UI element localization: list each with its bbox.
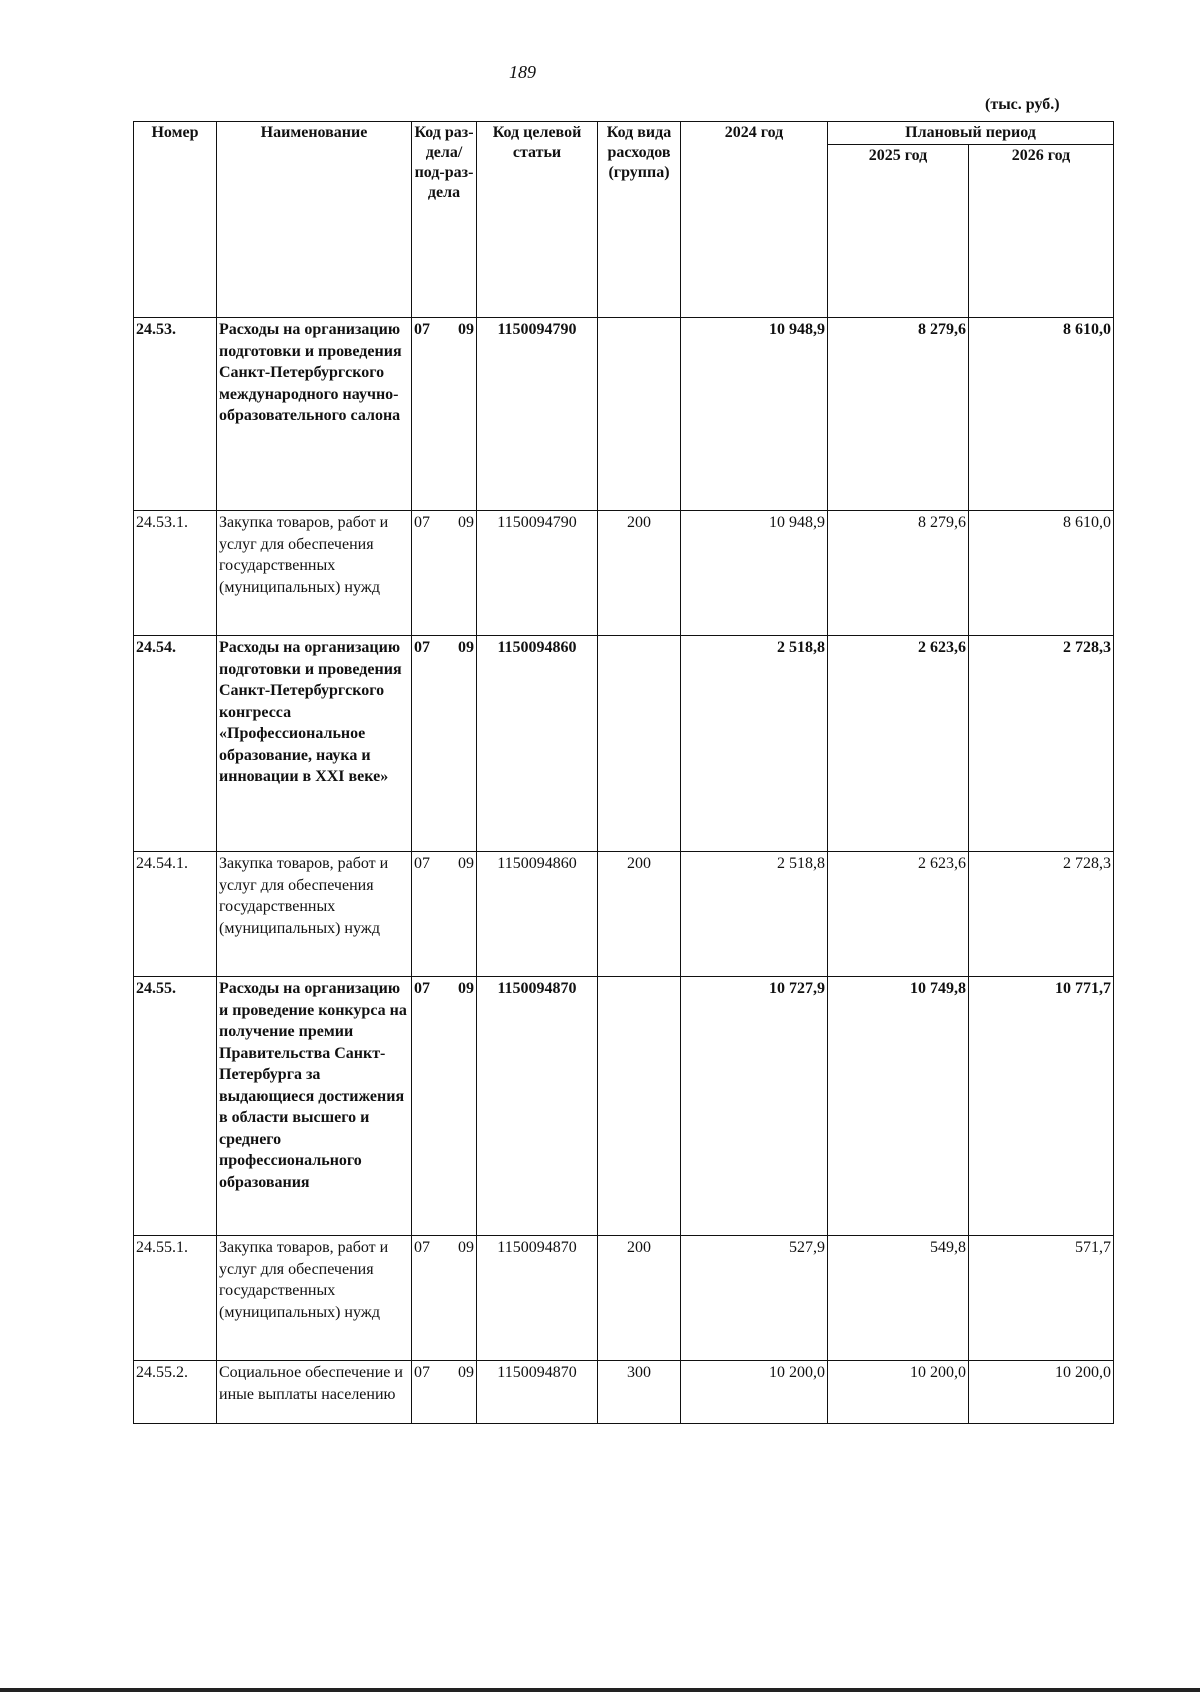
row-name: Закупка товаров, работ и услуг для обеспечения государственных (муниципальных) нужд: [217, 1236, 412, 1361]
row-target-code: 1150094870: [477, 1361, 598, 1424]
subsection: 09: [458, 980, 474, 997]
row-number: 24.53.: [134, 318, 217, 511]
row-amount-2026: 10 200,0: [969, 1361, 1114, 1424]
section: 07: [414, 980, 430, 997]
row-target-code: 1150094870: [477, 977, 598, 1236]
header-planning-period: Плановый период: [828, 122, 1114, 145]
row-amount-2025: 2 623,6: [828, 852, 969, 977]
table-row: [134, 318, 1114, 511]
header-section-code: Код раз-дела/ под-раз-дела: [412, 122, 477, 318]
row-expense-code: 200: [598, 511, 681, 636]
row-amount-2025: 10 749,8: [828, 977, 969, 1236]
row-number: 24.54.1.: [134, 852, 217, 977]
header-2025: 2025 год: [828, 145, 969, 318]
row-target-code: 1150094870: [477, 1236, 598, 1361]
row-number: 24.53.1.: [134, 511, 217, 636]
subsection: 09: [458, 514, 474, 531]
row-number: 24.54.: [134, 636, 217, 852]
section: 07: [414, 514, 430, 531]
page-number: 189: [509, 62, 536, 82]
subsection: 09: [458, 1239, 474, 1256]
row-amount-2025: 2 623,6: [828, 636, 969, 852]
row-expense-code: [598, 977, 681, 1236]
subsection: 09: [458, 321, 474, 338]
row-section-code: [412, 852, 477, 977]
row-amount-2026: 8 610,0: [969, 318, 1114, 511]
row-amount-2025: 8 279,6: [828, 511, 969, 636]
row-number: 24.55.2.: [134, 1361, 217, 1424]
row-name: Социальное обеспечение и иные выплаты населению: [217, 1361, 412, 1424]
table-row: [134, 852, 1114, 977]
table-row: [134, 1361, 1114, 1424]
section: 07: [414, 639, 430, 656]
row-amount-2024: 2 518,8: [681, 636, 828, 852]
row-section-code: [412, 1361, 477, 1424]
row-expense-code: 300: [598, 1361, 681, 1424]
section: 07: [414, 1364, 430, 1381]
subsection: 09: [458, 639, 474, 656]
row-target-code: 1150094790: [477, 511, 598, 636]
row-section-code: [412, 511, 477, 636]
scan-edge: [0, 1688, 1200, 1692]
row-amount-2024: 10 948,9: [681, 318, 828, 511]
row-section-code: [412, 1236, 477, 1361]
row-expense-code: 200: [598, 852, 681, 977]
subsection: 09: [458, 1364, 474, 1381]
budget-table: [133, 121, 1114, 1424]
row-section-code: [412, 977, 477, 1236]
section: 07: [414, 321, 430, 338]
row-name: Расходы на организацию и проведение конкурса на получение премии Правительства Санкт-Петербурга за выдающиеся достижения в области высшего и среднего профессионального образования: [217, 977, 412, 1236]
row-target-code: 1150094860: [477, 636, 598, 852]
row-amount-2026: 10 771,7: [969, 977, 1114, 1236]
table-row: [134, 636, 1114, 852]
subsection: 09: [458, 855, 474, 872]
row-section-code: [412, 318, 477, 511]
row-name: Закупка товаров, работ и услуг для обеспечения государственных (муниципальных) нужд: [217, 511, 412, 636]
row-amount-2026: 571,7: [969, 1236, 1114, 1361]
row-amount-2026: 2 728,3: [969, 636, 1114, 852]
row-expense-code: 200: [598, 1236, 681, 1361]
row-amount-2024: 2 518,8: [681, 852, 828, 977]
table-row: [134, 1236, 1114, 1361]
row-target-code: 1150094790: [477, 318, 598, 511]
row-amount-2026: 8 610,0: [969, 511, 1114, 636]
table-row: [134, 977, 1114, 1236]
row-amount-2025: 10 200,0: [828, 1361, 969, 1424]
row-name: Расходы на организацию подготовки и проведения Санкт-Петербургского международного научно-образовательного салона: [217, 318, 412, 511]
row-expense-code: [598, 636, 681, 852]
section: 07: [414, 855, 430, 872]
row-number: 24.55.: [134, 977, 217, 1236]
row-amount-2024: 10 200,0: [681, 1361, 828, 1424]
header-number: Номер: [134, 122, 217, 318]
unit-label: (тыс. руб.): [985, 96, 1060, 113]
header-name: Наименование: [217, 122, 412, 318]
row-name: Закупка товаров, работ и услуг для обеспечения государственных (муниципальных) нужд: [217, 852, 412, 977]
row-name: Расходы на организацию подготовки и проведения Санкт-Петербургского конгресса «Профессиональное образование, наука и инновации в XXI веке»: [217, 636, 412, 852]
row-amount-2026: 2 728,3: [969, 852, 1114, 977]
header-2024: 2024 год: [681, 122, 828, 318]
table-body: [134, 318, 1114, 1424]
row-expense-code: [598, 318, 681, 511]
row-amount-2024: 527,9: [681, 1236, 828, 1361]
table-row: [134, 511, 1114, 636]
row-amount-2024: 10 727,9: [681, 977, 828, 1236]
row-amount-2025: 549,8: [828, 1236, 969, 1361]
row-section-code: [412, 636, 477, 852]
row-number: 24.55.1.: [134, 1236, 217, 1361]
row-amount-2025: 8 279,6: [828, 318, 969, 511]
header-target-code: Код целевой статьи: [477, 122, 598, 318]
header-expense-code: Код вида расходов (группа): [598, 122, 681, 318]
row-amount-2024: 10 948,9: [681, 511, 828, 636]
row-target-code: 1150094860: [477, 852, 598, 977]
header-2026: 2026 год: [969, 145, 1114, 318]
section: 07: [414, 1239, 430, 1256]
